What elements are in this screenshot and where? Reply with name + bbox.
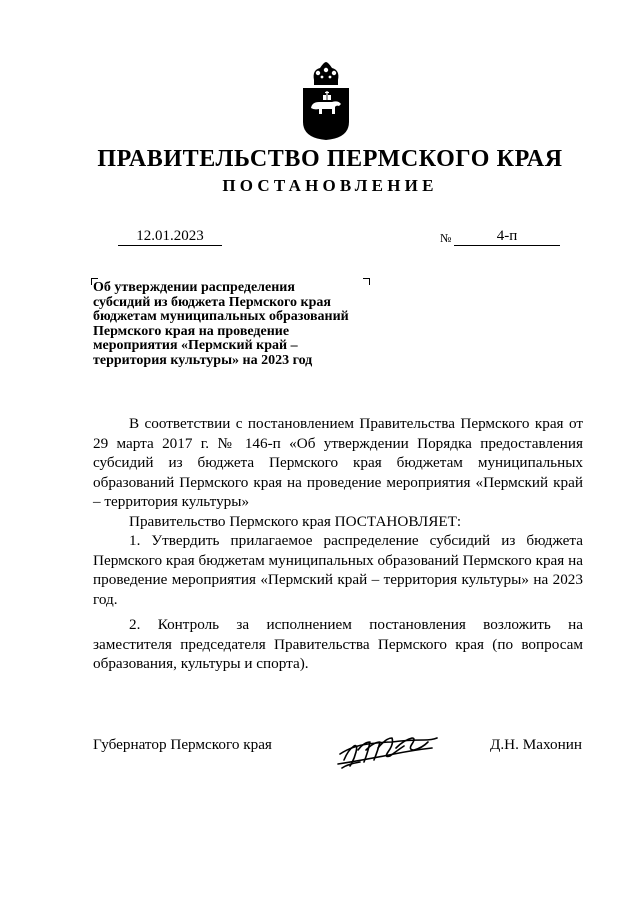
document-body bbox=[93, 414, 583, 674]
subject-line: мероприятия «Пермский край – bbox=[93, 338, 298, 354]
document-date: 12.01.2023 bbox=[118, 228, 222, 246]
body-paragraph-preamble: В соответствии с постановлением Правительства Пермского края от 29 марта 2017 г. № 146-п «Об утверждении Порядка предоставления субсидий из бюджета Пермского края бюджетам муниципальных образований Пермского края на проведение мероприятия «Пермский край – территория культуры» bbox=[93, 415, 583, 510]
document-subject bbox=[93, 281, 383, 369]
body-paragraph-item-2: 2. Контроль за исполнением постановления возложить на заместителя председателя Правительства Пермского края (по вопросам образования, культуры и спорта). bbox=[93, 616, 583, 672]
organization-title: ПРАВИТЕЛЬСТВО ПЕРМСКОГО КРАЯ bbox=[97, 146, 563, 172]
body-paragraph-resolves: Правительство Пермского края ПОСТАНОВЛЯЕТ: bbox=[129, 512, 462, 530]
signature-image bbox=[334, 720, 440, 778]
document-number: 4-п bbox=[454, 228, 560, 246]
subject-line: бюджетам муниципальных образований bbox=[93, 309, 349, 325]
subject-line: Об утверждении распределения bbox=[93, 280, 295, 295]
signatory-title: Губернатор Пермского края bbox=[93, 736, 272, 753]
subject-line: территория культуры» на 2023 год bbox=[93, 352, 313, 368]
signatory-name: Д.Н. Махонин bbox=[490, 736, 582, 753]
coat-of-arms-icon bbox=[302, 62, 350, 140]
number-sign: № bbox=[440, 231, 452, 245]
subject-line: субсидий из бюджета Пермского края bbox=[93, 294, 331, 310]
subject-line: Пермского края на проведение bbox=[93, 323, 290, 339]
body-paragraph-item-1: 1. Утвердить прилагаемое распределение субсидий из бюджета Пермского края бюджетам муниципальных образований Пермского края на проведение мероприятия «Пермский край – территория культуры» на 2023 год. bbox=[93, 532, 583, 608]
document-type: ПОСТАНОВЛЕНИЕ bbox=[222, 176, 438, 195]
